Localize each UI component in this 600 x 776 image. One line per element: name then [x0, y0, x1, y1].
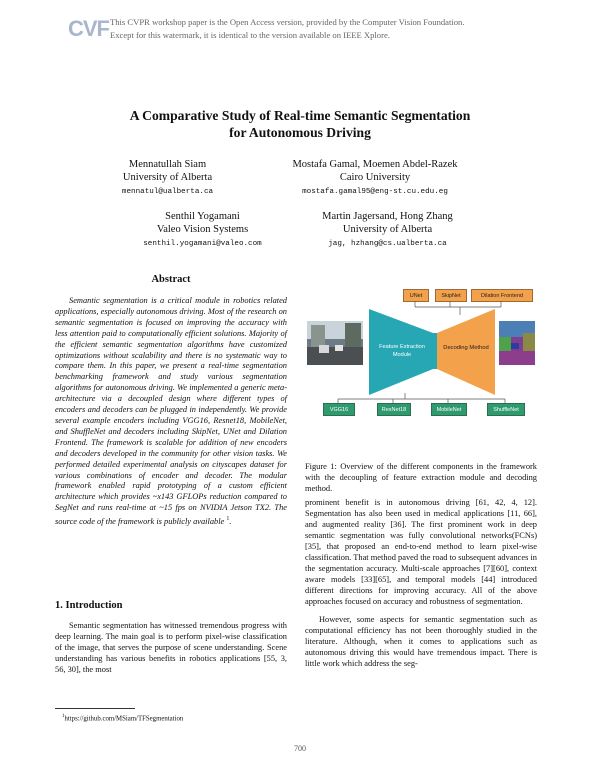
intro-text: [55, 620, 287, 675]
figure-caption: Figure 1: Overview of the different components in the framework with the decoupling of feature extraction module and decoding method.: [305, 462, 537, 493]
intro-heading: 1. Introduction: [55, 600, 123, 611]
author-affiliation: University of Alberta: [122, 172, 213, 183]
author-name: Mostafa Gamal, Moemen Abdel-Razek: [292, 159, 458, 170]
footnote-url: https://github.com/MSiam/TFSegmentation: [64, 715, 184, 723]
watermark-line2: Except for this watermark, it is identical to the version available on IEEE Xplore.: [110, 30, 390, 40]
author-affiliation: Cairo University: [339, 172, 411, 183]
right-paragraph-2: However, some aspects for semantic segmentation such as computational efficiency has not been thoroughly studied in the literature. Although, when it comes to applications such as autonomous driving this would have tremendous impact. There is little work which address the seg-: [305, 615, 537, 668]
encoder-option-box: MobileNet: [431, 403, 467, 416]
watermark-text: [110, 16, 465, 42]
footnote-rule: [55, 708, 135, 709]
encoder-option-box: VGG16: [323, 403, 355, 416]
figure-1: [305, 287, 537, 417]
author-block-4: [300, 210, 475, 251]
abstract-end: .: [229, 516, 232, 526]
cvf-logo: CVF: [68, 16, 109, 41]
author-email: jag, hzhang@cs.ualberta.ca: [328, 240, 447, 248]
output-segmentation: [499, 321, 535, 365]
abstract-text: [55, 296, 287, 528]
author-email: senthil.yogamani@valeo.com: [143, 240, 262, 248]
author-name: Senthil Yogamani: [165, 211, 240, 222]
decoder-option-box: UNet: [403, 289, 429, 302]
paper-title: [60, 107, 540, 141]
input-image: [307, 321, 363, 365]
author-block-3: [110, 210, 295, 251]
encoder-label: Feature Extraction Module: [379, 344, 425, 358]
title-line2: for Autonomous Driving: [229, 125, 371, 140]
page-number: 700: [294, 744, 306, 753]
abstract-heading: Abstract: [151, 274, 191, 285]
author-email: mostafa.gamal95@eng-st.cu.edu.eg: [302, 188, 448, 196]
encoder-option-box: ResNet18: [377, 403, 411, 416]
author-email: mennatul@ualberta.ca: [121, 188, 214, 196]
footnote-mark: 1: [226, 516, 230, 523]
footnote-number: 1: [62, 714, 65, 719]
footnote: [62, 712, 292, 723]
author-block-2: [255, 158, 495, 199]
watermark: [0, 0, 600, 48]
encoder-option-box: ShuffleNet: [487, 403, 525, 416]
right-paragraph-1: prominent benefit is in autonomous driving [61, 42, 4, 12]. Segmentation has also been used in medical applications [11, 66], and augmented reality [36]. The first prominent work in deep semantic segmentation was fully convolutional networks(FCNs) [35], that proposed an end-to-end method to learn pixel-wise classification. That method paved the road to subsequent advances in the segmentation accuracy. Multi-scale approaches [7][60], context aware models [33][65], and temporal models [44] introduced different directions for improving accuracy. All of the above approaches focused on accuracy and robustness of segmentation.: [305, 498, 537, 606]
bottleneck: [433, 333, 437, 369]
watermark-line1: This CVPR workshop paper is the Open Access version, provided by the Computer Vision Foundation.: [110, 17, 465, 27]
author-block-1: [85, 158, 250, 199]
abstract-body: Semantic segmentation is a critical module in robotics related applications, especially autonomous driving. Most of the research on semantic segmentation is focused on improving the accuracy with less attention paid to computationally efficient solutions. Majority of the efficient semantic segmentation algorithms have customized optimizations without scalability and there is no systematic way to compare them. In this paper, we present a real-time segmentation benchmarking framework and study various segmentation algorithms for autonomous driving. We implemented a generic meta-architecture via a decoupled design where different types of encoders and decoders can be plugged in independently. We provide several example encoders including VGG16, Resnet18, MobileNet, and ShuffleNet and decoders including SkipNet, UNet and Dilation Frontend. The framework is scalable for addition of new encoders and decoders developed in the community for other vision tasks. We performed detailed experimental analysis on cityscapes dataset for various combinations of encoder and decoder. The modular framework enabled rapid prototyping of a custom efficient architecture which provides ~x143 GFLOPs reduction compared to SegNet and runs real-time at ~15 fps on NVIDIA Jetson TX2. The source code of the framework is publicly available: [55, 296, 287, 526]
author-name: Martin Jagersand, Hong Zhang: [322, 211, 453, 222]
decoder-option-box: SkipNet: [435, 289, 467, 302]
intro-paragraph: Semantic segmentation has witnessed tremendous progress with deep learning. The main goal is to perform pixel-wise classification of the image, that serves the purpose of scene understanding. Scene understanding has various benefits in robotics applications [55, 3, 56, 30], the most: [55, 621, 287, 674]
author-name: Mennatullah Siam: [128, 159, 207, 170]
author-affiliation: Valeo Vision Systems: [156, 224, 249, 235]
decoder-label: Decoding Method: [443, 345, 489, 351]
right-column-text: [305, 497, 537, 669]
author-affiliation: University of Alberta: [342, 224, 433, 235]
decoder-trapezoid: [437, 309, 495, 395]
title-line1: A Comparative Study of Real-time Semantic Segmentation: [129, 108, 471, 123]
decoder-option-box: Dilation Frontend: [471, 289, 533, 302]
